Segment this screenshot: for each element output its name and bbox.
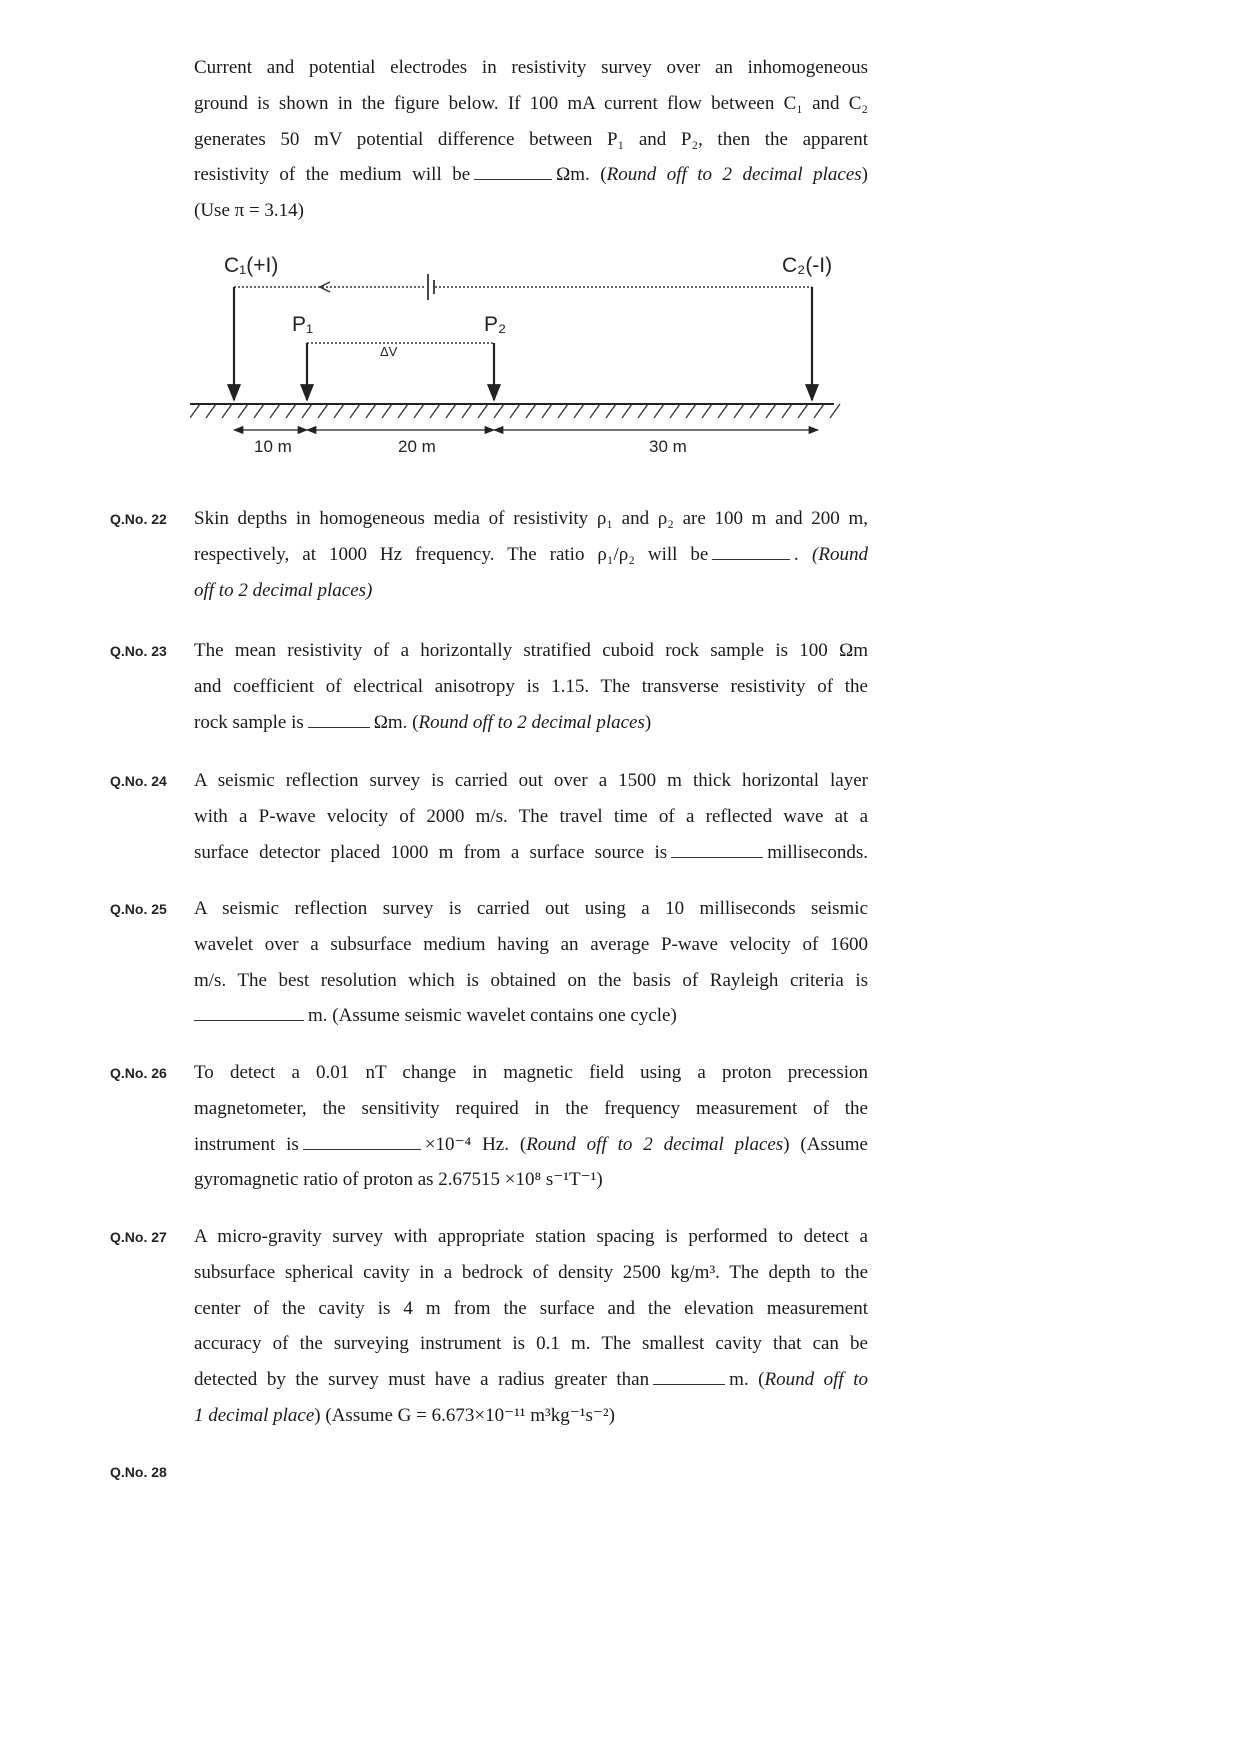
q25-line-3: m/s. The best resolution which is obtained on the basis of Rayleigh criteria is bbox=[194, 969, 868, 991]
q25-line-1: A seismic reflection survey is carried out using a 10 milliseconds seismic bbox=[194, 898, 868, 919]
q25-line-2: wavelet over a subsurface medium having an average P-wave velocity of 1600 bbox=[194, 933, 868, 955]
ground-hatch-mark bbox=[446, 404, 456, 418]
ground-hatch-mark bbox=[686, 404, 696, 418]
q22-line-2: respectively, at 1000 Hz frequency. The ratio ρ₁/ρ₂ will be . (Round bbox=[194, 543, 868, 565]
ground-hatch-mark bbox=[622, 404, 632, 418]
q27-line-6: 1 decimal place) (Assume G = 6.673×10⁻¹¹ m³kg⁻¹s⁻²) bbox=[194, 1404, 615, 1426]
current-direction-icon bbox=[320, 282, 330, 292]
ground-hatch-mark bbox=[798, 404, 808, 418]
question-27-text bbox=[194, 1219, 868, 1434]
ground-hatch-mark bbox=[414, 404, 424, 418]
ground-hatch-mark bbox=[430, 404, 440, 418]
ground-hatch-mark bbox=[270, 404, 280, 418]
ground-hatch-mark bbox=[318, 404, 328, 418]
ground-hatch-mark bbox=[526, 404, 536, 418]
q22-line-3: off to 2 decimal places) bbox=[194, 579, 373, 601]
q23-line-1: The mean resistivity of a horizontally stratified cuboid rock sample is 100 Ωm bbox=[194, 640, 868, 661]
ground-hatch-mark bbox=[462, 404, 472, 418]
question-number-28: Q.No. 28 bbox=[110, 1464, 167, 1480]
answer-blank[interactable] bbox=[671, 856, 763, 858]
q21-line-4: resistivity of the medium will be Ωm. (Round off to 2 decimal places) bbox=[194, 164, 868, 186]
spacing-label-2: 20 m bbox=[398, 437, 436, 456]
ground-hatch-mark bbox=[222, 404, 232, 418]
ground-hatch-mark bbox=[750, 404, 760, 418]
ground-hatch-mark bbox=[334, 404, 344, 418]
ground-hatch-mark bbox=[670, 404, 680, 418]
ground-hatch-mark bbox=[366, 404, 376, 418]
ground-hatch-mark bbox=[830, 404, 840, 418]
ground-hatch-mark bbox=[766, 404, 776, 418]
q21-line-2: ground is shown in the figure below. If 100 mA current flow between C₁ and C₂ bbox=[194, 92, 868, 114]
ground-hatch-mark bbox=[590, 404, 600, 418]
question-21-text bbox=[194, 50, 868, 229]
q23-line-3: rock sample is Ωm. (Round off to 2 decimal places) bbox=[194, 711, 652, 733]
question-25-text bbox=[194, 891, 868, 1034]
ground-hatch-mark bbox=[734, 404, 744, 418]
ground-hatch-mark bbox=[654, 404, 664, 418]
q26-line-2: magnetometer, the sensitivity required in the frequency measurement of the bbox=[194, 1097, 868, 1119]
question-22-text bbox=[194, 501, 868, 608]
question-number-26: Q.No. 26 bbox=[110, 1065, 167, 1081]
q22-line-1: Skin depths in homogeneous media of resistivity ρ₁ and ρ₂ are 100 m and 200 m, bbox=[194, 508, 868, 529]
q21-line-1: Current and potential electrodes in resistivity survey over an inhomogeneous bbox=[194, 57, 868, 78]
ground-hatch-mark bbox=[286, 404, 296, 418]
answer-blank[interactable] bbox=[194, 1019, 304, 1021]
answer-blank[interactable] bbox=[308, 726, 370, 728]
c1-label: C₁(+I) bbox=[224, 254, 279, 277]
ground-hatch-mark bbox=[638, 404, 648, 418]
ground-hatch-mark bbox=[718, 404, 728, 418]
q24-line-3: surface detector placed 1000 m from a surface source is milliseconds. bbox=[194, 841, 868, 863]
q24-line-1: A seismic reflection survey is carried out over a 1500 m thick horizontal layer bbox=[194, 770, 868, 791]
q27-line-3: center of the cavity is 4 m from the surface and the elevation measurement bbox=[194, 1297, 868, 1319]
electrode-array-figure bbox=[190, 252, 870, 482]
ground-hatch-mark bbox=[494, 404, 504, 418]
q27-line-5: detected by the survey must have a radius greater than m. (Round off to bbox=[194, 1369, 868, 1391]
delta-v-label: ΔV bbox=[380, 344, 398, 359]
q27-line-4: accuracy of the surveying instrument is 0.1 m. The smallest cavity that can be bbox=[194, 1333, 868, 1355]
q23-line-2: and coefficient of electrical anisotropy is 1.15. The transverse resistivity of the bbox=[194, 675, 868, 697]
question-number-23: Q.No. 23 bbox=[110, 643, 167, 659]
ground-hatch-mark bbox=[782, 404, 792, 418]
ground-hatch-mark bbox=[398, 404, 408, 418]
p2-label: P₂ bbox=[484, 313, 507, 336]
ground-hatch-mark bbox=[254, 404, 264, 418]
q26-line-3: instrument is ×10⁻⁴ Hz. (Round off to 2 decimal places) (Assume bbox=[194, 1133, 868, 1155]
ground-hatch-mark bbox=[478, 404, 488, 418]
ground-hatch-mark bbox=[574, 404, 584, 418]
question-26-text bbox=[194, 1055, 868, 1198]
ground-hatch-mark bbox=[542, 404, 552, 418]
ground-surface bbox=[190, 404, 840, 418]
question-number-25: Q.No. 25 bbox=[110, 901, 167, 917]
p1-label: P₁ bbox=[292, 313, 314, 336]
ground-hatch-mark bbox=[558, 404, 568, 418]
spacing-label-3: 30 m bbox=[649, 437, 687, 456]
q21-line-3: generates 50 mV potential difference between P₁ and P₂, then the apparent bbox=[194, 128, 868, 150]
ground-hatch-mark bbox=[206, 404, 216, 418]
q26-line-4: gyromagnetic ratio of proton as 2.67515 ×10⁸ s⁻¹T⁻¹) bbox=[194, 1169, 603, 1191]
question-number-27: Q.No. 27 bbox=[110, 1229, 167, 1245]
q26-line-1: To detect a 0.01 nT change in magnetic field using a proton precession bbox=[194, 1062, 868, 1083]
answer-blank[interactable] bbox=[653, 1383, 725, 1385]
ground-hatch-mark bbox=[702, 404, 712, 418]
c2-label: C₂(-I) bbox=[782, 254, 833, 277]
question-23-text bbox=[194, 633, 868, 740]
ground-hatch-mark bbox=[350, 404, 360, 418]
question-number-24: Q.No. 24 bbox=[110, 773, 167, 789]
q27-line-2: subsurface spherical cavity in a bedrock of density 2500 kg/m³. The depth to the bbox=[194, 1261, 868, 1283]
ground-hatch-mark bbox=[814, 404, 824, 418]
ground-hatch-mark bbox=[302, 404, 312, 418]
q21-line-5: (Use π = 3.14) bbox=[194, 200, 305, 222]
ground-hatch-mark bbox=[510, 404, 520, 418]
ground-hatch-mark bbox=[238, 404, 248, 418]
ground-hatch-mark bbox=[606, 404, 616, 418]
spacing-label-1: 10 m bbox=[254, 437, 292, 456]
q27-line-1: A micro-gravity survey with appropriate station spacing is performed to detect a bbox=[194, 1226, 868, 1247]
answer-blank[interactable] bbox=[474, 178, 552, 180]
ground-hatch-mark bbox=[382, 404, 392, 418]
answer-blank[interactable] bbox=[712, 558, 790, 560]
ground-hatch-mark bbox=[190, 404, 200, 418]
q24-line-2: with a P-wave velocity of 2000 m/s. The travel time of a reflected wave at a bbox=[194, 805, 868, 827]
question-number-22: Q.No. 22 bbox=[110, 511, 167, 527]
question-24-text bbox=[194, 763, 868, 870]
q25-line-4: m. (Assume seismic wavelet contains one cycle) bbox=[194, 998, 868, 1034]
answer-blank[interactable] bbox=[303, 1148, 421, 1150]
